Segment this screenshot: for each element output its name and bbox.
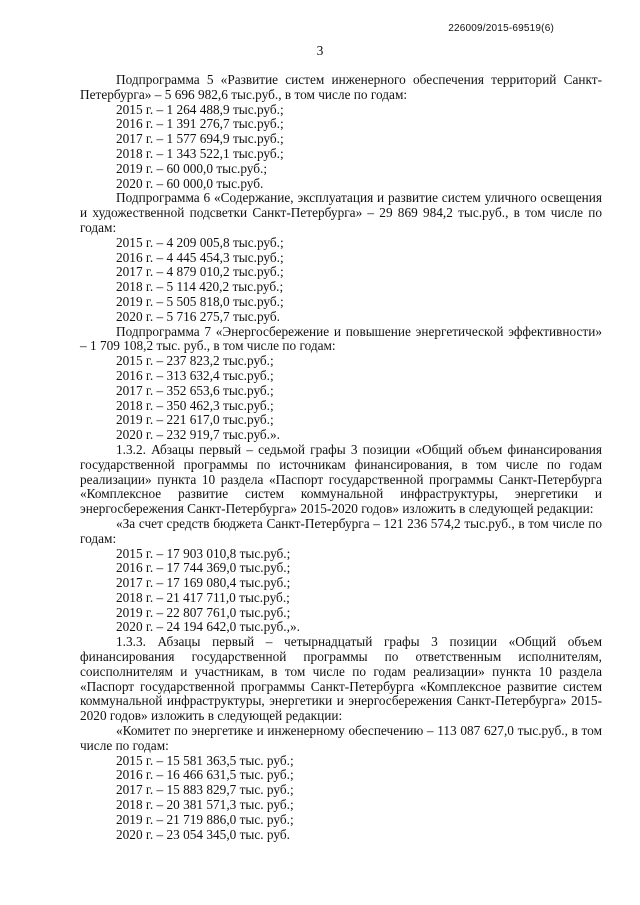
page-number: 3 [316,43,324,58]
amount-line: 2017 г. – 15 883 829,7 тыс. руб.; [116,782,294,798]
amount-line: 2020 г. – 60 000,0 тыс.руб. [116,175,264,191]
paragraph: «Комитет по энергетике и инженерному обеспечению – 113 087 627,0 тыс.руб., в том числе по годам: [80,723,602,753]
amount-line: 2017 г. – 1 577 694,9 тыс.руб.; [116,131,284,147]
amount-line: 2020 г. – 5 716 275,7 тыс.руб. [116,308,280,324]
document-body [80,73,602,842]
paragraph: Подпрограмма 5 «Развитие систем инженерного обеспечения территорий Санкт-Петербурга» – 5 696 982,6 тыс.руб., в том числе по годам: [80,72,602,102]
amount-line: 2018 г. – 5 114 420,2 тыс.руб.; [116,279,284,295]
amount-line: 2015 г. – 4 209 005,8 тыс.руб.; [116,234,284,250]
amount-line: 2015 г. – 1 264 488,9 тыс.руб.; [116,101,284,117]
amount-line: 2016 г. – 313 632,4 тыс.руб.; [116,367,274,383]
amount-line: 2020 г. – 23 054 345,0 тыс. руб. [116,826,290,842]
amount-line: 2018 г. – 350 462,3 тыс.руб.; [116,397,274,413]
amount-line: 2015 г. – 15 581 363,5 тыс. руб.; [116,752,294,768]
amount-line: 2018 г. – 20 381 571,3 тыс. руб.; [116,797,294,813]
amount-line: 2015 г. – 237 823,2 тыс.руб.; [116,353,274,369]
paragraph: Подпрограмма 7 «Энергосбережение и повышение энергетической эффективности» – 1 709 108,2 тыс. руб., в том числе по годам: [80,323,602,354]
paragraph: 1.3.3. Абзацы первый – четырнадцатый графы 3 позиции «Общий объем финансирования государственной программы по ответственным исполнителям, соисполнителям и участникам, в том числе по годам реализации» пункта 10 раздела «Паспорт государственной программы Санкт-Петербурга «Комплексное развитие систем коммунальной инфраструктуры, энергетики и энергосбережения Санкт-Петербурга» 2015-2020 годов» изложить в следующей редакции: [80,634,602,724]
amount-line: 2018 г. – 21 417 711,0 тыс.руб.; [116,589,290,605]
paragraph: Подпрограмма 6 «Содержание, эксплуатация и развитие систем уличного освещения и художественной подсветки Санкт-Петербурга» – 29 869 984,2 тыс.руб., в том числе по годам: [80,190,602,235]
document-number: 226009/2015-69519(6) [448,23,554,34]
paragraph: «За счет средств бюджета Санкт-Петербурга – 121 236 574,2 тыс.руб., в том числе по годам: [80,515,602,546]
amount-line: 2019 г. – 21 719 886,0 тыс. руб.; [116,811,294,827]
amount-line: 2019 г. – 221 617,0 тыс.руб.; [116,412,274,428]
amount-line: 2019 г. – 5 505 818,0 тыс.руб.; [116,293,284,309]
amount-line: 2016 г. – 17 744 369,0 тыс.руб.; [116,560,291,576]
amount-line: 2017 г. – 17 169 080,4 тыс.руб.; [116,575,291,591]
amount-line: 2019 г. – 60 000,0 тыс.руб.; [116,160,268,176]
amount-line: 2018 г. – 1 343 522,1 тыс.руб.; [116,145,284,161]
amount-line: 2015 г. – 17 903 010,8 тыс.руб.; [116,545,291,561]
amount-line: 2020 г. – 24 194 642,0 тыс.руб.,». [116,619,300,635]
amount-line: 2017 г. – 352 653,6 тыс.руб.; [116,382,274,398]
paragraph: 1.3.2. Абзацы первый – седьмой графы 3 позиции «Общий объем финансирования государственной программы по источникам финансирования, в том числе по годам реализации» пункта 10 раздела «Паспорт государственной программы Санкт-Петербурга «Комплексное развитие систем коммунальной инфраструктуры, энергетики и энергосбережения Санкт-Петербурга» 2015-2020 годов» изложить в следующей редакции: [80,441,602,517]
amount-line: 2016 г. – 4 445 454,3 тыс.руб.; [116,249,284,265]
amount-line: 2016 г. – 1 391 276,7 тыс.руб.; [116,116,284,132]
amount-line: 2019 г. – 22 807 761,0 тыс.руб.; [116,604,291,620]
amount-line: 2016 г. – 16 466 631,5 тыс. руб.; [116,767,294,783]
amount-line: 2020 г. – 232 919,7 тыс.руб.». [116,427,280,443]
amount-line: 2017 г. – 4 879 010,2 тыс.руб.; [116,264,284,280]
